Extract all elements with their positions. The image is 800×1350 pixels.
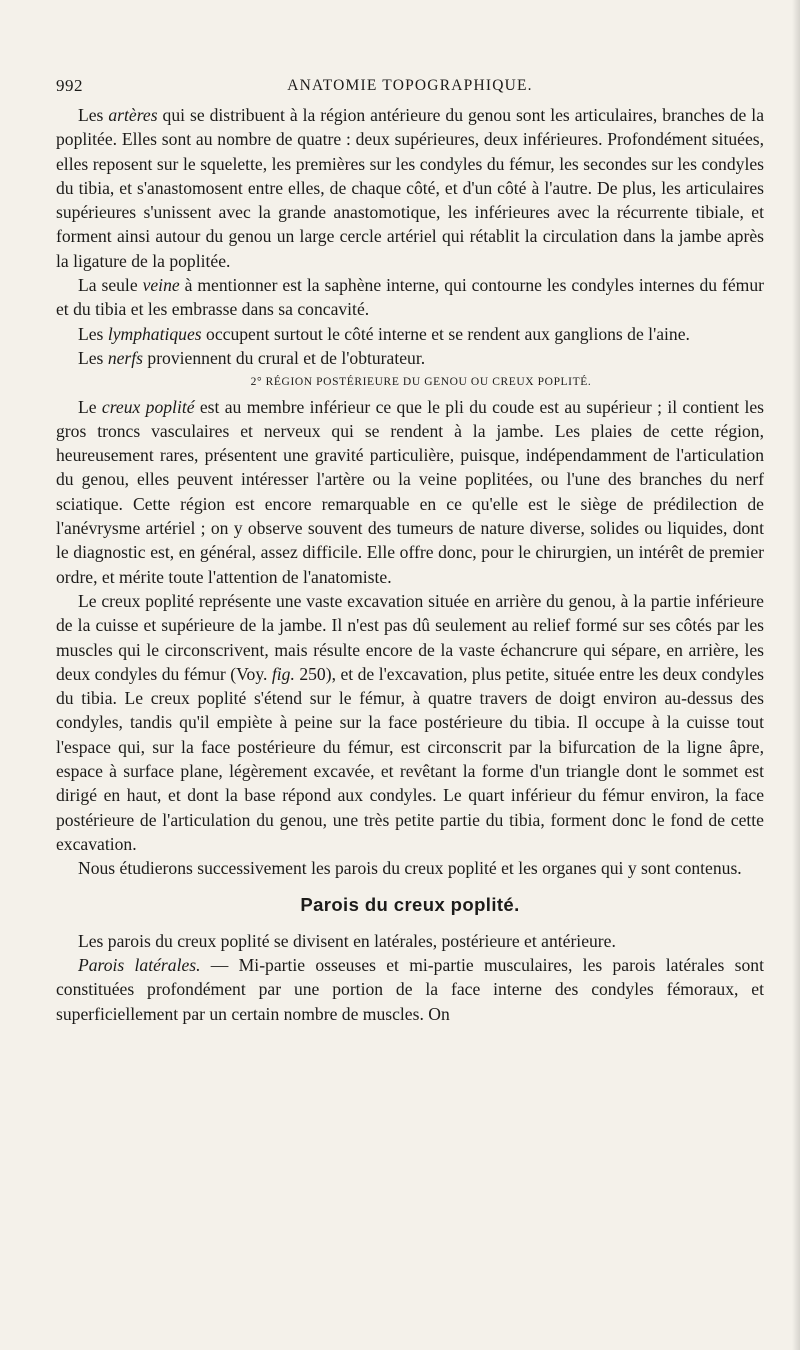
paragraph-text: occupent surtout le côté interne et se rendent aux ganglions de l'aine. bbox=[201, 323, 690, 344]
page-header bbox=[56, 76, 764, 98]
paragraph-text: Les bbox=[78, 105, 109, 125]
running-title: ANATOMIE TOPOGRAPHIQUE. bbox=[287, 77, 533, 94]
paragraph-text: 250), et de l'excavation, plus petite, située entre les deux condyles du tibia. Le creux poplité s'étend sur le fémur, à quatre travers de doigt environ au-dessus des condyles, tandis qu'il empiète à peine sur la face postérieure du tibia. Il occupe à la cuisse tout l'espace qui, sur la face postérieure du fémur, est circonscrit par la bifurcation de la ligne âpre, espace à surface plane, légèrement excavée, et revêtant la forme d'un triangle dont le sommet est dirigé en haut, et dont la base répond aux condyles. Le quart inférieur du fémur environ, la face postérieure de l'articulation du genou, une très petite partie du tibia, forment donc le fond de cette excavation. bbox=[56, 663, 764, 854]
paragraph-text: — Mi-partie osseuses et mi-partie musculaires, les parois latérales sont constituées profondément par une portion de la face interne des condyles fémoraux, et superficiellement par un certain nombre de muscles. On bbox=[56, 955, 764, 1024]
paragraph-text: Les bbox=[78, 347, 108, 368]
paragraph-walls-division: Les parois du creux poplité se divisent en latérales, postérieure et antérieure. bbox=[78, 930, 616, 951]
paragraph-lymphatics bbox=[56, 322, 764, 346]
section-heading: 2° RÉGION POSTÉRIEURE DU GENOU OU CREUX POPLITÉ. bbox=[250, 376, 592, 389]
page-number: 992 bbox=[56, 76, 83, 95]
paragraph-text: Les bbox=[78, 323, 108, 344]
paragraph-creux-description bbox=[56, 589, 764, 856]
paragraph-text: est au membre inférieur ce que le pli du coude est au supérieur ; il contient les gros troncs vasculaires et nerveux qui se rendent à la jambe. Les plaies de cette région, heureusement rares, présentent une gravité particulière, puisque, indépendamment de l'articulation du genou, elles peuvent intéresser l'artère ou la veine poplitées, ou l'une des branches du nerf sciatique. Cette région est encore remarquable en ce qu'elle est le siège de prédilection de l'anévrysme artériel ; on y observe souvent des tumeurs de nature diverse, solides ou liquides, dont le diagnostic est, en général, assez difficile. Elle offre donc, pour le chirurgien, un intérêt de premier ordre, et mérite toute l'attention de l'anatomiste. bbox=[56, 396, 764, 587]
subheading: Parois du creux poplité. bbox=[300, 893, 520, 915]
italic-term: veine bbox=[142, 275, 180, 296]
paragraph-text: Le creux poplité représente une vaste excavation située en arrière du genou, à la partie inférieure de la cuisse et supérieure de la jambe. Il n'est pas dû seulement au relief formé sur ses côtés par les muscles qui le circonscrivent, mais résulte encore de la vaste échancrure qui sépare, en arrière, les deux condyles du fémur (Voy. bbox=[56, 590, 764, 684]
italic-term: artères bbox=[108, 105, 158, 125]
paragraph-text: La seule bbox=[78, 275, 143, 296]
italic-term: nerfs bbox=[107, 347, 143, 368]
page-edge-shadow bbox=[792, 0, 800, 1350]
paragraph-lateral-walls bbox=[56, 953, 764, 1026]
paragraph-nerves bbox=[56, 346, 764, 370]
paragraph-creux-intro bbox=[56, 395, 764, 589]
paragraph-text: à mentionner est la saphène interne, qui contourne les condyles internes du fémur et du tibia et les embrasse dans sa concavité. bbox=[56, 275, 764, 320]
paragraph-text: qui se distribuent à la région antérieure du genou sont les articulaires, branches de la poplitée. Elles sont au nombre de quatre : deux supérieures, deux inférieures. Profondément situées, elles reposent sur le squelette, les premières sur les condyles du fémur, les secondes sur les condyles du tibia, et s'anastomosent entre elles, de chaque côté, et d'un côté à l'autre. De plus, les articulaires supérieures s'unissent avec la grande anastomotique, les inférieures avec la récurrente tibiale, et forment ainsi autour du genou un large cercle artériel qui rétablit la circulation dans la jambe après la ligature de la poplitée. bbox=[56, 105, 764, 271]
paragraph-vein bbox=[56, 273, 764, 322]
paragraph-text: proviennent du crural et de l'obturateur. bbox=[143, 347, 426, 368]
paragraph-arteries bbox=[56, 103, 764, 273]
italic-term: fig. bbox=[271, 663, 295, 684]
italic-term: creux poplité bbox=[101, 396, 195, 417]
paragraph-text: Le bbox=[78, 396, 102, 417]
paragraph-study-plan: Nous étudierons successivement les parois du creux poplité et les organes qui y sont contenus. bbox=[78, 858, 742, 879]
italic-term: Parois latérales. bbox=[78, 955, 201, 976]
italic-term: lymphatiques bbox=[107, 323, 202, 344]
page-body bbox=[56, 103, 764, 1026]
